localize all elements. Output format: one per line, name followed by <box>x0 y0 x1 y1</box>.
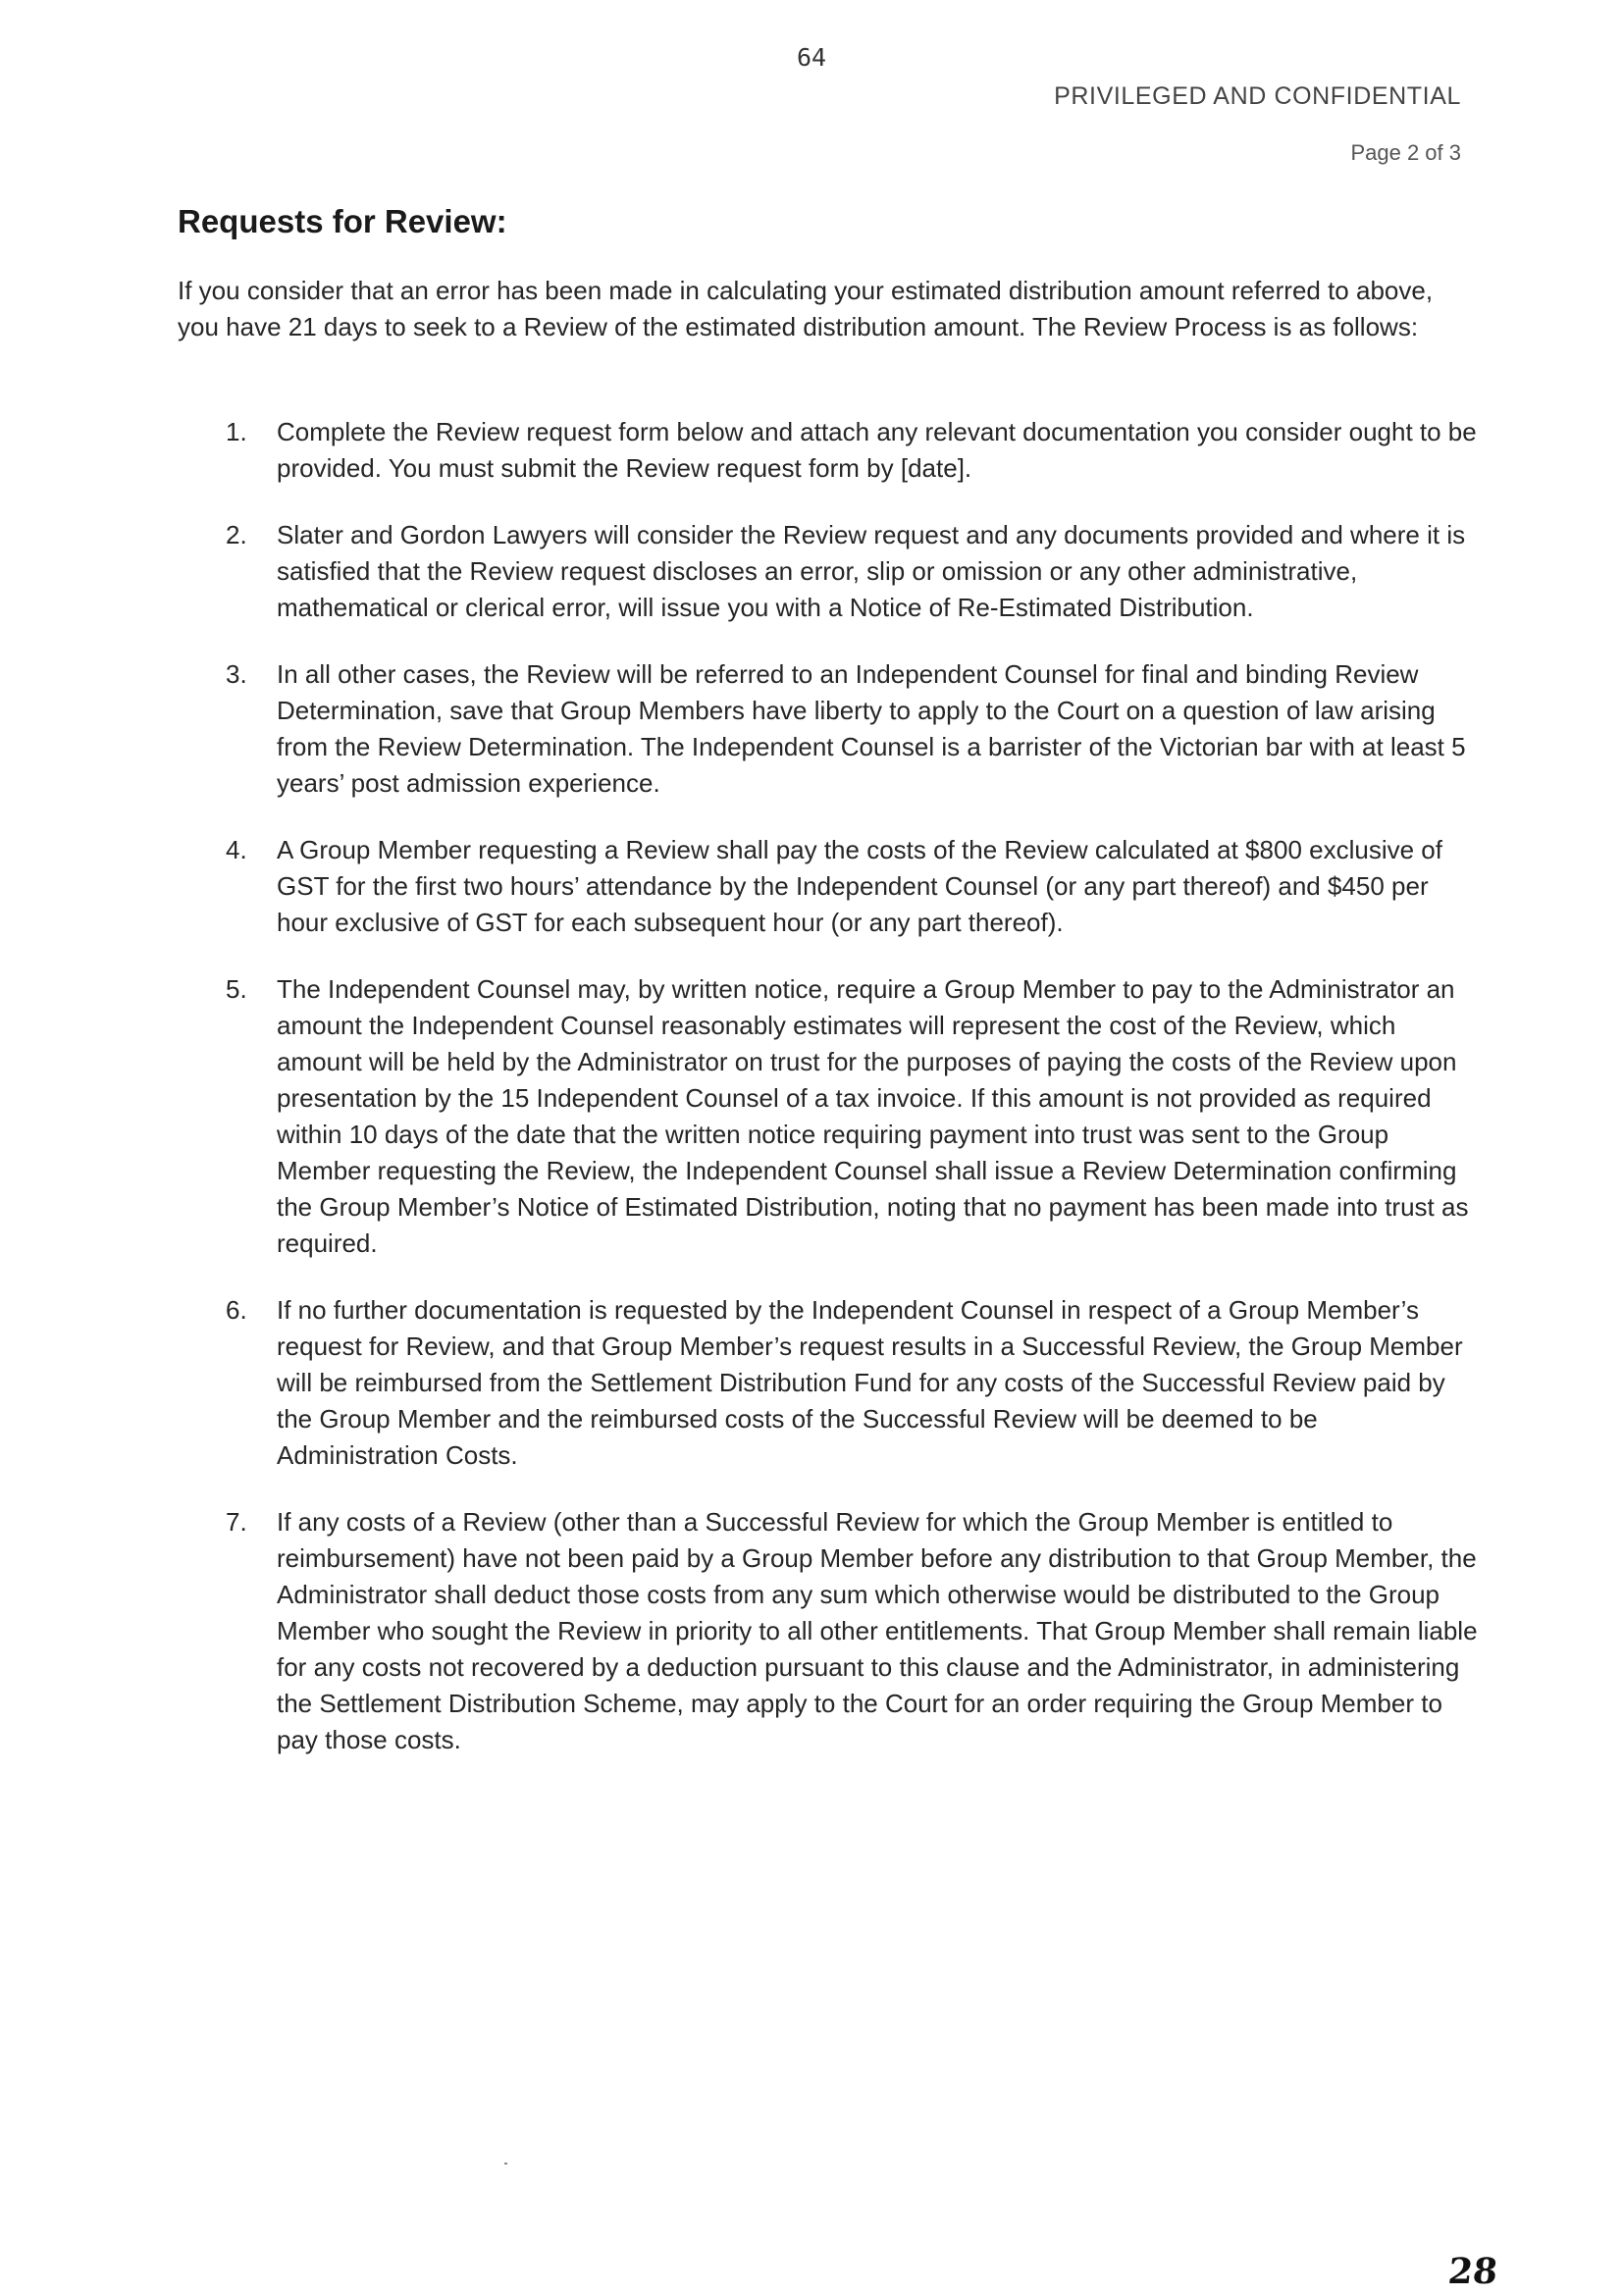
page-of-indicator: Page 2 of 3 <box>1350 140 1461 165</box>
handwritten-page-number: 28 <box>1445 2251 1500 2292</box>
list-item-number: 3. <box>226 659 247 689</box>
intro-paragraph: If you consider that an error has been made in calculating your estimated distribution amount referred to above, you have 21 days to seek to a Review of the estimated distribution amount. The Review Process is as follows: <box>178 276 1434 341</box>
list-item-text: Complete the Review request form below and attach any relevant documentation you consider ought to be provided. You must submit the Review request form by [date]. <box>277 417 1477 483</box>
list-item-text: A Group Member requesting a Review shall pay the costs of the Review calculated at $800 exclusive of GST for the first two hours’ attendance by the Independent Counsel (or any part thereof) and $450 per hour exclusive of GST for each subsequent hour (or any part thereof). <box>277 835 1442 937</box>
list-item-number: 7. <box>226 1507 247 1537</box>
section-heading: Requests for Review: <box>178 203 507 239</box>
review-process-list <box>0 414 1623 1789</box>
list-item-number: 2. <box>226 520 247 549</box>
list-item-number: 1. <box>226 417 247 446</box>
list-item <box>0 414 1484 487</box>
list-item <box>0 1504 1484 1758</box>
list-item-text: Slater and Gordon Lawyers will consider the Review request and any documents provided and where it is satisfied that the Review request discloses an error, slip or omission or any other administrative, mathematical or clerical error, will issue you with a Notice of Re-Estimated Distribution. <box>277 520 1466 622</box>
list-item-text: The Independent Counsel may, by written notice, require a Group Member to pay to the Administrator an amount the Independent Counsel reasonably estimates will represent the cost of the Review, which amount will be held by the Administrator on trust for the purposes of paying the costs of the Review upon presentation by the 15 Independent Counsel of a tax invoice. If this amount is not provided as required within 10 days of the date that the written notice requiring payment into trust was sent to the Group Member requesting the Review, the Independent Counsel shall issue a Review Determination confirming the Group Member’s Notice of Estimated Distribution, noting that no payment has been made into trust as required. <box>277 974 1469 1258</box>
list-item-number: 4. <box>226 835 247 864</box>
list-item-number: 5. <box>226 974 247 1004</box>
confidentiality-marking: PRIVILEGED AND CONFIDENTIAL <box>1054 82 1461 110</box>
list-item-text: If any costs of a Review (other than a Successful Review for which the Group Member is entitled to reimbursement) have not been paid by a Group Member before any distribution to that Group Member, the Administrator shall deduct those costs from any sum which otherwise would be distributed to the Group Member who sought the Review in priority to all other entitlements. That Group Member shall remain liable for any costs not recovered by a deduction pursuant to this clause and the Administrator, in administering the Settlement Distribution Scheme, may apply to the Court for an order requiring the Group Member to pay those costs. <box>277 1507 1478 1754</box>
list-item <box>0 971 1484 1262</box>
list-item <box>0 832 1484 941</box>
list-item-text: In all other cases, the Review will be referred to an Independent Counsel for final and binding Review Determination, save that Group Members have liberty to apply to the Court on a question of law arising from the Review Determination. The Independent Counsel is a barrister of the Victorian bar with at least 5 years’ post admission experience. <box>277 659 1466 798</box>
page-number-top: 64 <box>796 43 827 72</box>
list-item <box>0 1292 1484 1474</box>
list-item-number: 6. <box>226 1295 247 1325</box>
list-item <box>0 656 1484 802</box>
list-item-text: If no further documentation is requested by the Independent Counsel in respect of a Group Member’s request for Review, and that Group Member’s request results in a Successful Review, the Group Member will be reimbursed from the Settlement Distribution Fund for any costs of the Successful Review paid by the Group Member and the reimbursed costs of the Successful Review will be deemed to be Administration Costs. <box>277 1295 1463 1470</box>
scan-speck <box>504 2163 507 2165</box>
list-item <box>0 517 1484 626</box>
